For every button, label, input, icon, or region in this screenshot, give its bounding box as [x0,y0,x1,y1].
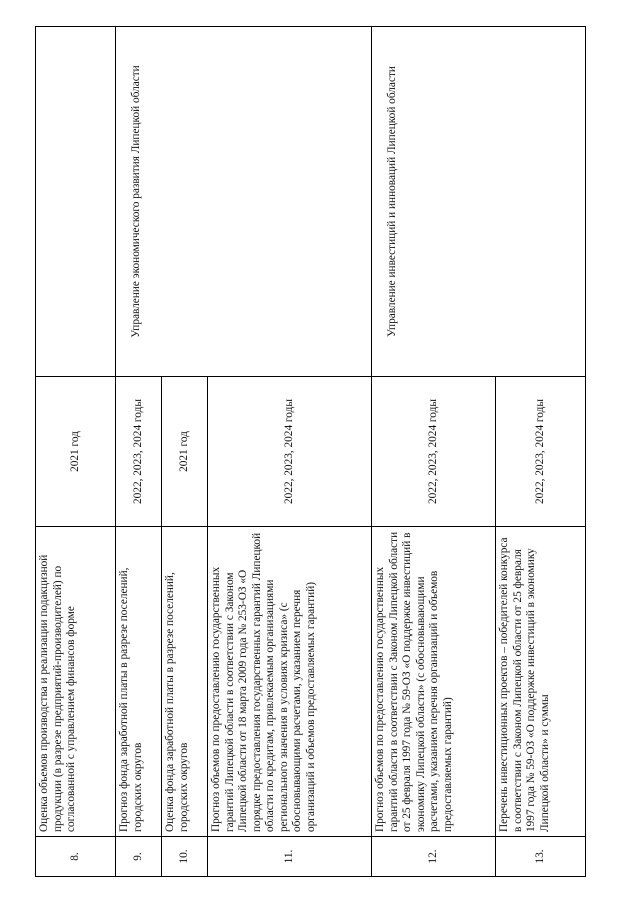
row-responsible-empty [36,27,116,377]
table-row [116,27,162,877]
row-description: Оценка фонда заработной платы в разрезе поселений, городских округов [162,527,208,837]
row-number: 9. [116,837,162,877]
row-period: 2022, 2023, 2024 годы [116,377,162,527]
row-description: Прогноз объемов по предоставлению государственных гарантий Липецкой области в соответствии с Законом Липецкой области от 18 марта 2009 года № 253-ОЗ «О порядке предоставления государственных гарантий Липецкой области по кредитам, привлекаемым организациями регионального значения в условиях кризиса» (с обосновывающими расчетами, указанием перечня организаций и объемов предоставляемых гарантий) [208,527,372,837]
row-period: 2021 год [36,377,116,527]
table-row [36,27,116,877]
row-number: 11. [208,837,372,877]
row-period: 2022, 2023, 2024 годы [496,377,586,527]
row-description: Перечень инвестиционных проектов – победителей конкурса в соответствии с Законом Липецкой области от 25 февраля 1997 года № 59-ОЗ «О поддержке инвестиций в экономику Липецкой области» и суммы [496,527,586,837]
row-period: 2021 год [162,377,208,527]
row-period: 2022, 2023, 2024 годы [208,377,372,527]
row-description: Прогноз объемов по предоставлению государственных гарантий области в соответствии с Законом Липецкой области от 25 февраля 1997 года № 59-ОЗ «О поддержке инвестиций в экономику Липецкой области» (с обосновывающими расчетами, указанием перечня организаций и объемов предоставляемых гарантий) [372,527,496,837]
row-description: Оценка объемов производства и реализации подакцизной продукции (в разрезе предприятий-производителей) по согласованной с управлением финансов форме [36,527,116,837]
row-period: 2022, 2023, 2024 годы [372,377,496,527]
row-number: 10. [162,837,208,877]
row-description: Прогноз фонда заработной платы в разрезе поселений, городских округов [116,527,162,837]
data-table [35,26,586,877]
responsible-investment: Управление инвестиций и инноваций Липецкой области [372,27,586,377]
row-number: 8. [36,837,116,877]
row-number: 12. [372,837,496,877]
responsible-economic: Управление экономического развития Липецкой области [116,27,372,377]
table-row [372,27,496,877]
rotated-table-page [35,27,585,877]
row-number: 13. [496,837,586,877]
